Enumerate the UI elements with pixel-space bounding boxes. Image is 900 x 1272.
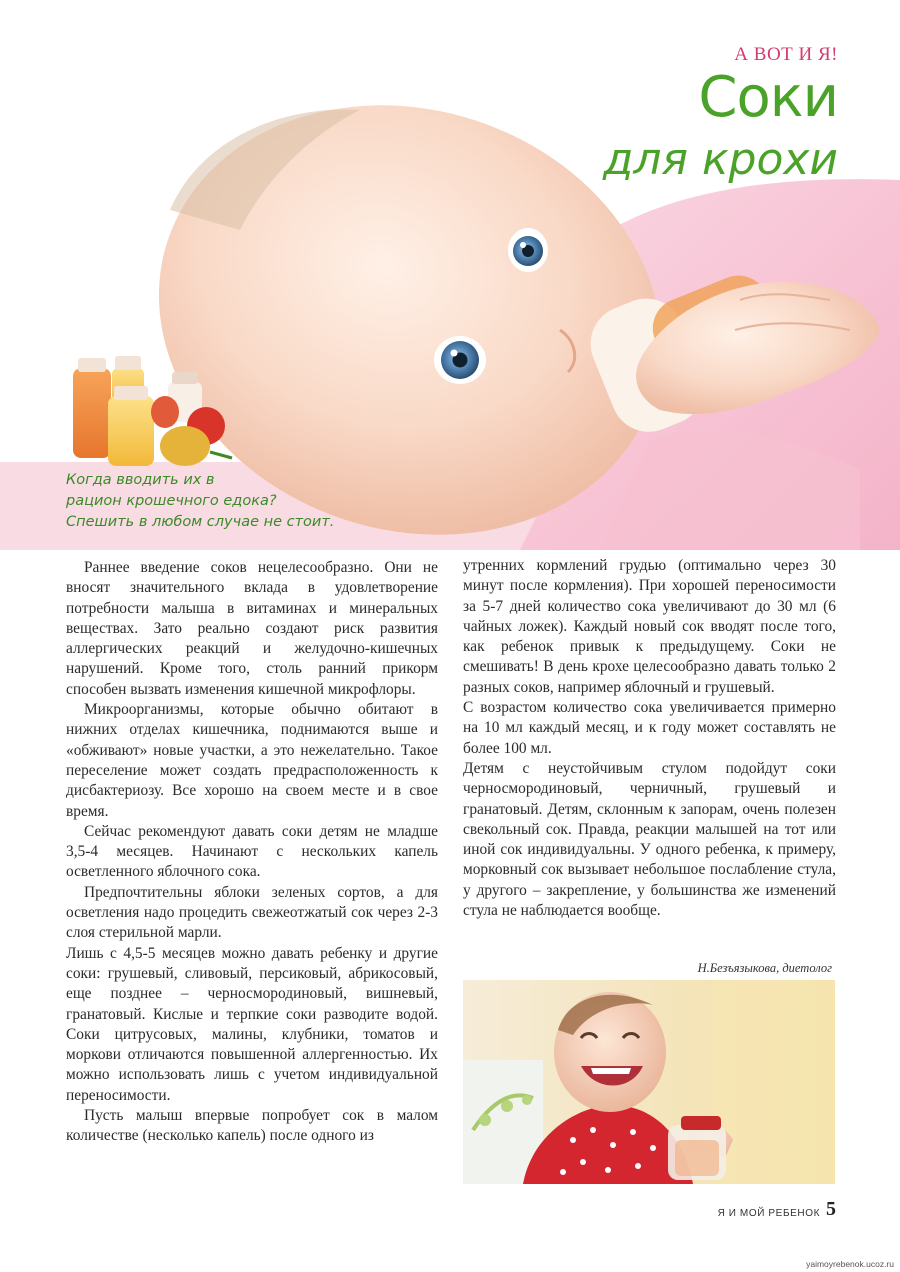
lede-line: Когда вводить их в	[66, 472, 215, 488]
paragraph: Пусть малыш впервые попробует сок в малом количестве (несколько капель) после одного из	[66, 1107, 438, 1145]
author-signature: Н.Безъязыкова, диетолог	[697, 961, 832, 975]
article-subtitle: для крохи	[602, 134, 838, 185]
magazine-name: Я И МОЙ РЕБЕНОК	[717, 1208, 820, 1219]
section-rubric: А ВОТ И Я!	[734, 44, 838, 65]
paragraph: Сейчас рекомендуют давать соки детям не младше 3,5-4 месяцев. Начинают с нескольких капель осветленного яблочного сока.	[66, 822, 438, 881]
watermark-url: yaimoyrebenok.ucoz.ru	[806, 1259, 894, 1269]
article-title: Соки	[698, 65, 838, 130]
paragraph: Предпочтительны яблоки зеленых сортов, а для осветления надо процедить свежеотжатый сок через 2-3 слоя стерильной марли.	[66, 883, 438, 942]
left-text-column	[66, 558, 438, 1147]
paragraph: Лишь с 4,5-5 месяцев можно давать ребенку и другие соки: грушевый, сливовый, персиковый, абрикосовый, еще позднее – черносмородиновый, вишневый, гранатовый. Кислые и терпкие соки разводите водой. Соки цитрусовых, малины, клубники, томатов и моркови отличаются повышенной аллергенностью. Их можно использовать лишь с учетом индивидуальной переносимости.	[66, 944, 438, 1104]
paragraph: утренних кормлений грудью (оптимально через 30 минут после кормления). При хорошей переносимости за 5-7 дней количество сока увеличивают до 30 мл (6 чайных ложек). Каждый новый сок вводят после того, как ребенок привык к предыдущему. Соки не смешивать! В день крохе целесообразно давать только 2 разных соков, например яблочный и грушевый.	[463, 557, 836, 696]
paragraph: Детям с неустойчивым стулом подойдут соки черносмородиновый, черничный, грушевый и гранатовый. Детям, склонным к запорам, очень полезен свекольный сок. Правда, реакции малышей на тот или иной сок индивидуальны. У одного ребенка, к примеру, морковный сок вызывает небольшое послабление стула, у другого – закрепление, у большинства же изменений стула не наблюдается вообще.	[463, 759, 836, 920]
hero-illustration	[0, 0, 900, 550]
right-text-column	[463, 556, 836, 921]
paragraph: Раннее введение соков нецелесообразно. Они не вносят значительного вклада в удовлетворение потребности малыша в витаминах и минеральных веществах. Зато реально создают риск развития аллергических реакций и желудочно-кишечных нарушений. Кроме того, столь ранний прикорм способен вызвать изменения кишечной микрофлоры.	[66, 559, 438, 698]
lede-text	[66, 470, 426, 533]
laughing-baby-photo	[463, 980, 835, 1184]
paragraph: Микроорганизмы, которые обычно обитают в нижних отделах кишечника, поднимаются выше и «обживают» новые участки, а это нежелательно. Такое переселение может создать предрасположенность к дисбактериозу. Все хорошо на своем месте и в свое время.	[66, 701, 438, 820]
paragraph: С возрастом количество сока увеличивается примерно на 10 мл каждый месяц, и к году может составлять не более 100 мл.	[463, 699, 836, 757]
lede-line: рацион крошечного едока?	[66, 493, 277, 509]
page-number: 5	[826, 1198, 836, 1220]
lede-line: Спешить в любом случае не стоит.	[66, 514, 335, 530]
